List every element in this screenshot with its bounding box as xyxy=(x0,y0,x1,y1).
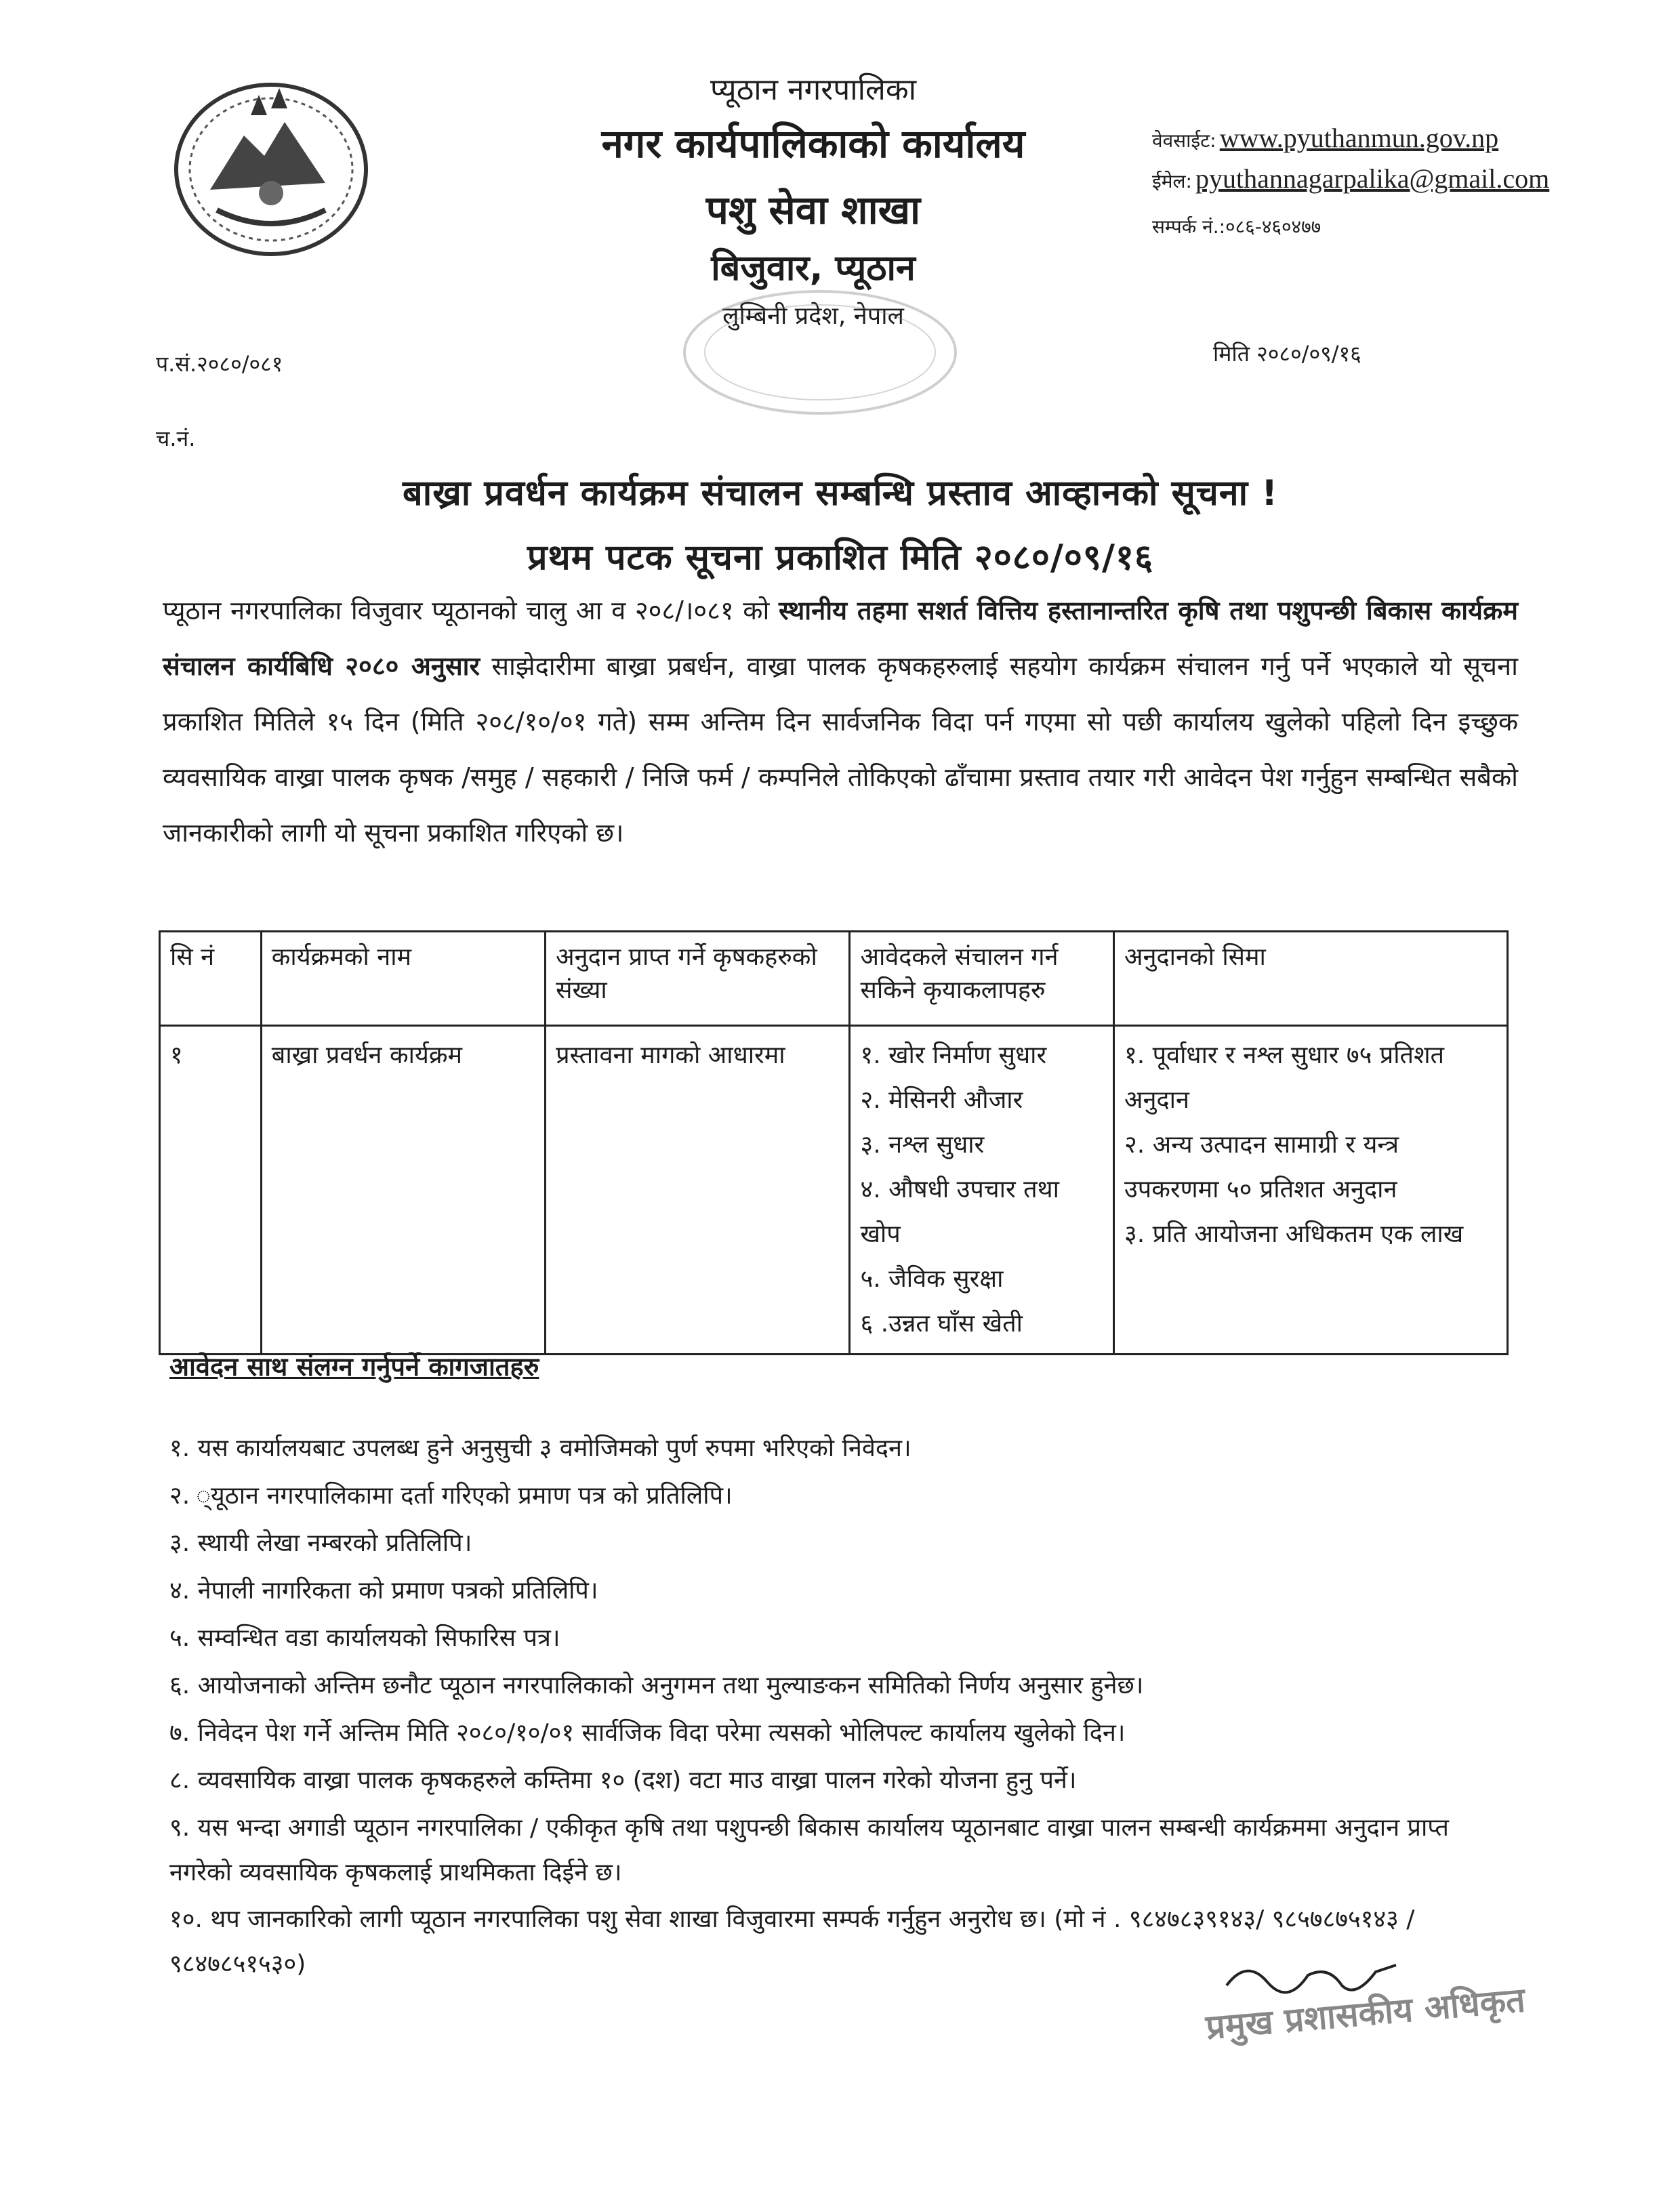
table-header-row xyxy=(160,932,1508,1026)
limit-item: ३. प्रति आयोजना अधिकतम एक लाख xyxy=(1124,1220,1464,1248)
activity-item: ५. जैविक सुरक्षा xyxy=(860,1265,1004,1293)
letter-number: प.सं.२०८०/०८१ xyxy=(156,351,283,377)
email-link[interactable]: pyuthannagarpalika@gmail.com xyxy=(1195,163,1550,194)
header-farmer-count: अनुदान प्राप्त गर्ने कृषकहरुको संख्या xyxy=(546,932,850,1026)
requirement-item: ३. स्थायी लेखा नम्बरको प्रतिलिपि। xyxy=(169,1529,472,1557)
header-sn: सि नं xyxy=(160,932,262,1026)
notice-subtitle: प्रथम पटक सूचना प्रकाशित मिति २०८०/०९/१६ xyxy=(527,537,1154,578)
designation-stamp: प्रमुख प्रशासकीय अधिकृत xyxy=(1204,1980,1527,2048)
notice-body-bold: स्थानीय तहमा सशर्त वित्तिय हस्तानान्तरित कृषि तथा पशुपन्छी बिकास कार्यक्रम संचालन कार्यबिधि २०८० अनुसार xyxy=(163,596,1519,681)
notice-body xyxy=(163,583,1518,861)
office-stamp-icon xyxy=(678,285,962,420)
office-name: नगर कार्यपालिकाको कार्यालय xyxy=(601,121,1025,167)
requirement-item: १. यस कार्यालयबाट उपलब्ध हुने अनुसुची ३ वमोजिमको पुर्ण रुपमा भरिएको निवेदन। xyxy=(169,1434,911,1462)
cell-activities xyxy=(850,1026,1114,1355)
activity-item: २. मेसिनरी औजार xyxy=(860,1086,1023,1114)
cell-sn: १ xyxy=(160,1026,262,1355)
header-grant-limit: अनुदानको सिमा xyxy=(1114,932,1508,1026)
table-row xyxy=(160,1026,1508,1355)
notice-body-part2: साझेदारीमा बाख्रा प्रबर्धन, वाख्रा पालक कृषकहरुलाई सहयोग कार्यक्रम संचालन गर्नु पर्ने भएकाले यो सूचना प्रकाशित मितिले १५ दिन (मिति २०८/१०/०१ गते) सम्म अन्तिम दिन सार्वजनिक विदा पर्न गएमा सो पछी कार्यालय खुलेको पहिलो दिन इच्छुक व्यवसायिक वाख्रा पालक कृषक /समुह / सहकारी / निजि फर्म / कम्पनिले तोकिएको ढाँचामा प्रस्ताव तयार गरी आवेदन पेश गर्नुहुन सम्बन्धित सबैको जानकारीको लागी यो सूचना प्रकाशित गरिएको छ। xyxy=(163,651,1518,848)
email-label: ईमेल: xyxy=(1152,170,1192,192)
requirement-item: ५. सम्वन्धित वडा कार्यालयको सिफारिस पत्र। xyxy=(169,1624,560,1652)
limit-item: २. अन्य उत्पादन सामाग्री र यन्त्र उपकरणमा ५० प्रतिशत अनुदान xyxy=(1124,1131,1399,1203)
activity-item: ६ .उन्नत घाँस खेती xyxy=(860,1310,1023,1338)
grant-table xyxy=(159,930,1509,1355)
requirement-item: ७. निवेदन पेश गर्ने अन्तिम मिति २०८०/१०/०१ सार्वजिक विदा परेमा त्यसको भोलिपल्ट कार्यालय खुलेको दिन। xyxy=(169,1719,1126,1747)
cell-grant-limit xyxy=(1114,1026,1508,1355)
branch-name: पशु सेवा शाखा xyxy=(705,187,921,233)
province-name: लुम्बिनी प्रदेश, नेपाल xyxy=(722,302,904,330)
header-program: कार्यक्रमको नाम xyxy=(261,932,545,1026)
requirements-heading: आवेदन साथ संलग्न गर्नुपर्ने कागजातहरु xyxy=(169,1352,539,1382)
cell-farmer-count: प्रस्तावना मागको आधारमा xyxy=(546,1026,850,1355)
website-link[interactable]: www.pyuthanmun.gov.np xyxy=(1219,123,1499,153)
municipality-name: प्यूठान नगरपालिका xyxy=(710,73,917,107)
notice-title: बाख्रा प्रवर्धन कार्यक्रम संचालन सम्बन्धि प्रस्ताव आव्हानको सूचना ! xyxy=(403,473,1278,514)
limit-item: १. पूर्वाधार र नश्ल सुधार ७५ प्रतिशत अनुदान xyxy=(1124,1041,1445,1114)
requirement-item: ८. व्यवसायिक वाख्रा पालक कृषकहरुले कम्तिमा १० (दश) वटा माउ वाख्रा पालन गरेको योजना हुनु पर्ने। xyxy=(169,1767,1077,1794)
nepal-emblem-icon xyxy=(169,75,373,257)
phone-number: सम्पर्क नं.:०८६-४६०४७७ xyxy=(1152,215,1322,238)
website-row xyxy=(1152,122,1498,154)
website-label: वेवसाईट: xyxy=(1152,129,1216,152)
requirement-item: २. ्यूठान नगरपालिकामा दर्ता गरिएको प्रमाण पत्र को प्रतिलिपि। xyxy=(169,1482,733,1510)
requirement-item: ९. यस भन्दा अगाडी प्यूठान नगरपालिका / एकीकृत कृषि तथा पशुपन्छी बिकास कार्यालय प्यूठानबाट वाख्रा पालन सम्बन्धी कार्यक्रममा अनुदान प्राप्त नगरेको व्यवसायिक कृषकलाई प्राथमिकता दिईने छ। xyxy=(169,1814,1449,1886)
email-row xyxy=(1152,163,1549,194)
dispatch-number: च.नं. xyxy=(156,426,196,451)
letter-date: मिति २०८०/०९/१६ xyxy=(1213,341,1361,367)
activity-item: ३. नश्ल सुधार xyxy=(860,1131,985,1159)
notice-body-part1: प्यूठान नगरपालिका विजुवार प्यूठानको चालु आ व २०८/।०८१ को xyxy=(163,596,779,625)
activity-item: ४. औषधी उपचार तथा खोप xyxy=(860,1176,1060,1248)
requirement-item: ६. आयोजनाको अन्तिम छनौट प्यूठान नगरपालिकाको अनुगमन तथा मुल्याङकन समितिको निर्णय अनुसार हुनेछ। xyxy=(169,1672,1144,1699)
header-activities: आवेदकले संचालन गर्न सकिने कृयाकलापहरु xyxy=(850,932,1114,1026)
office-location: बिजुवार, प्यूठान xyxy=(711,248,916,289)
cell-program: बाख्रा प्रवर्धन कार्यक्रम xyxy=(261,1026,545,1355)
requirement-item: ४. नेपाली नागरिकता को प्रमाण पत्रको प्रतिलिपि। xyxy=(169,1577,598,1605)
activity-item: १. खोर निर्माण सुधार xyxy=(860,1041,1047,1069)
requirement-item: १०. थप जानकारिको लागी प्यूठान नगरपालिका पशु सेवा शाखा विजुवारमा सम्पर्क गर्नुहुन अनुरोध छ। (मो नं . ९८४७८३९१४३/ ९८५७८७५१४३ / ९८४७८५१५३०) xyxy=(169,1905,1415,1978)
